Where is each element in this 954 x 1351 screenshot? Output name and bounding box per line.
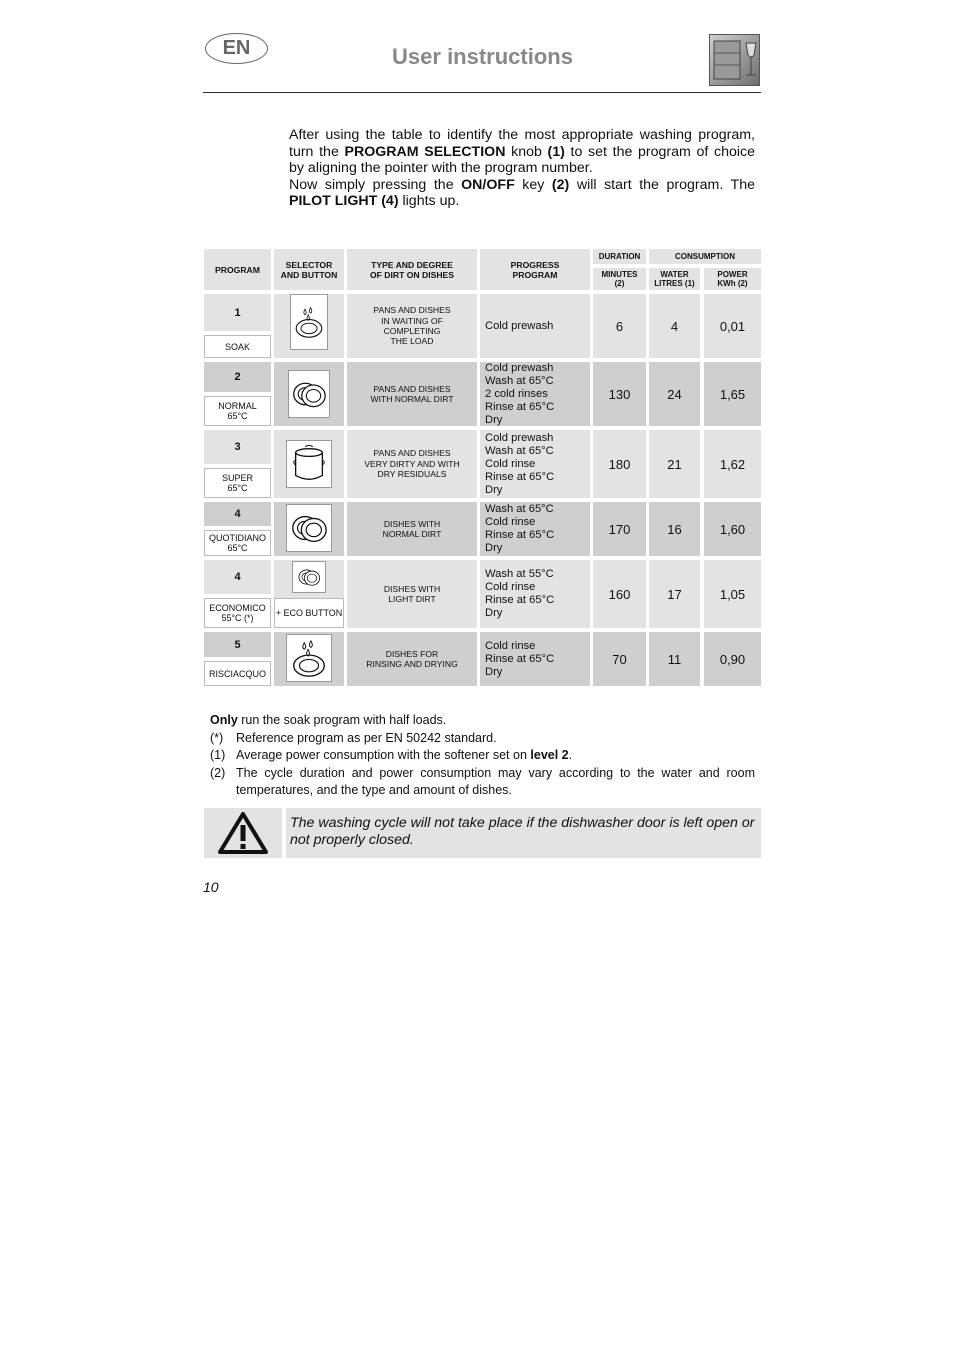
- page-title: User instructions: [392, 44, 573, 69]
- row-4-program-name: QUOTIDIANO 65°C: [204, 530, 271, 556]
- row-4-water: 16: [649, 502, 700, 556]
- header-selector: SELECTOR AND BUTTON: [274, 249, 344, 290]
- header-minutes: MINUTES (2): [593, 268, 646, 290]
- row-1-water: 4: [649, 294, 700, 358]
- drops-plate-icon: [290, 294, 328, 350]
- row-6-water: 11: [649, 632, 700, 686]
- plates-icon: [288, 370, 330, 418]
- plates-small-icon: [292, 561, 326, 593]
- row-1-program-number: 1: [204, 294, 271, 331]
- row-6-minutes: 70: [593, 632, 646, 686]
- header-duration: DURATION: [593, 249, 646, 264]
- row-2-minutes: 130: [593, 362, 646, 426]
- intro-text: [289, 127, 755, 210]
- intro-paragraph-2: Now simply pressing the ON/OFF key (2) will start the program. The PILOT LIGHT (4) lights up.: [289, 176, 755, 210]
- pot-icon: [286, 440, 332, 488]
- header-progress: PROGRESS PROGRAM: [480, 249, 590, 290]
- row-5-power: 1,05: [704, 560, 761, 628]
- header-program: PROGRAM: [204, 249, 271, 290]
- row-4-minutes: 170: [593, 502, 646, 556]
- row-1-progress: Cold prewash: [480, 294, 590, 358]
- row-2-progress: Cold prewash Wash at 65°C 2 cold rinses Rinse at 65°C Dry: [480, 362, 590, 426]
- row-2-water: 24: [649, 362, 700, 426]
- row-1-power: 0,01: [704, 294, 761, 358]
- row-4-progress: Wash at 65°C Cold rinse Rinse at 65°C Dry: [480, 502, 590, 556]
- row-5-water: 17: [649, 560, 700, 628]
- dishwasher-photo-icon: [709, 34, 760, 86]
- header-consumption: CONSUMPTION: [649, 249, 761, 264]
- row-3-dirt-type: PANS AND DISHES VERY DIRTY AND WITH DRY RESIDUALS: [347, 430, 477, 498]
- row-5-eco-button: + ECO BUTTON: [274, 598, 344, 628]
- row-6-progress: Cold rinse Rinse at 65°C Dry: [480, 632, 590, 686]
- row-3-progress: Cold prewash Wash at 65°C Cold rinse Rinse at 65°C Dry: [480, 430, 590, 498]
- row-3-power: 1,62: [704, 430, 761, 498]
- row-2-dirt-type: PANS AND DISHES WITH NORMAL DIRT: [347, 362, 477, 426]
- notes: [210, 712, 755, 800]
- footnote-1: (1) Average power consumption with the softener set on level 2.: [210, 748, 573, 762]
- row-4-dirt-type: DISHES WITH NORMAL DIRT: [347, 502, 477, 556]
- row-2-program-number: 2: [204, 362, 271, 392]
- header-type: TYPE AND DEGREE OF DIRT ON DISHES: [347, 249, 477, 290]
- language-badge: EN: [205, 33, 268, 64]
- row-4-program-number: 4: [204, 502, 271, 526]
- intro-paragraph-1: After using the table to identify the most appropriate washing program, turn the PROGRAM SELECTION knob (1) to set the program of choice by aligning the pointer with the program number.: [289, 127, 755, 177]
- row-3-minutes: 180: [593, 430, 646, 498]
- header-water: WATER LITRES (1): [649, 268, 700, 290]
- row-1-program-name: SOAK: [204, 335, 271, 358]
- plates-icon: [286, 504, 332, 552]
- drops-plate-icon: [286, 634, 332, 682]
- footnote-0: (*) Reference program as per EN 50242 standard.: [210, 730, 497, 745]
- row-3-program-number: 3: [204, 430, 271, 464]
- header-divider: [203, 92, 761, 93]
- row-2-program-name: NORMAL 65°C: [204, 396, 271, 426]
- row-3-water: 21: [649, 430, 700, 498]
- footnote-2: (2) The cycle duration and power consumption may vary according to the water and room temperatures, and the type and amount of dishes.: [210, 765, 755, 797]
- note-only: Only run the soak program with half loads.: [210, 713, 447, 727]
- row-4-power: 1,60: [704, 502, 761, 556]
- row-3-program-name: SUPER 65°C: [204, 468, 271, 498]
- row-5-progress: Wash at 55°C Cold rinse Rinse at 65°C Dry: [480, 560, 590, 628]
- row-5-minutes: 160: [593, 560, 646, 628]
- row-5-program-name: ECONOMICO 55°C (*): [204, 598, 271, 628]
- row-5-program-number: 4: [204, 560, 271, 594]
- row-1-minutes: 6: [593, 294, 646, 358]
- row-6-program-number: 5: [204, 632, 271, 657]
- row-6-program-name: RISCIACQUO: [204, 661, 271, 686]
- warning-triangle-icon: [204, 808, 282, 858]
- warning-message: The washing cycle will not take place if the dishwasher door is left open or not properly closed.: [286, 808, 761, 858]
- row-6-power: 0,90: [704, 632, 761, 686]
- header-power: POWER KWh (2): [704, 268, 761, 290]
- row-6-dirt-type: DISHES FOR RINSING AND DRYING: [347, 632, 477, 686]
- row-2-power: 1,65: [704, 362, 761, 426]
- page-number: 10: [203, 879, 219, 895]
- row-5-dirt-type: DISHES WITH LIGHT DIRT: [347, 560, 477, 628]
- row-1-dirt-type: PANS AND DISHES IN WAITING OF COMPLETING THE LOAD: [347, 294, 477, 358]
